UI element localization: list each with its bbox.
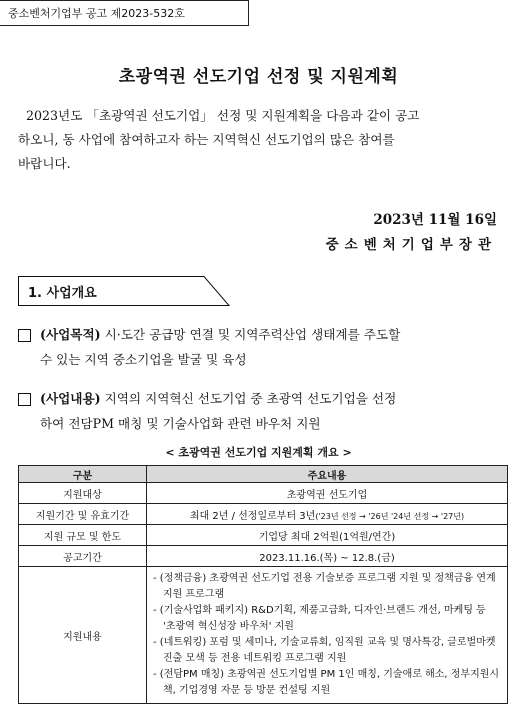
row-value: 기업당 최대 2억원(1억원/연간) [147,525,508,546]
item-text: 시·도간 공급망 연결 및 지역주력산업 생태계를 주도할 [100,327,401,342]
item-key: (사업내용) [40,391,101,406]
section-heading-label: 1. 사업개요 [28,286,97,301]
item-text-continued: 하여 전담PM 매칭 및 기술사업화 관련 바우처 지원 [40,416,321,431]
row-label: 공고기간 [19,546,147,567]
row-value: 2023.11.16.(목) ~ 12.8.(금) [147,546,508,567]
announcement-date: 2023년 11월 16일 [373,212,497,228]
row-label: 지원기간 및 유효기간 [19,504,147,525]
row-label: 지원대상 [19,483,147,504]
support-bullet: - (기술사업화 패키지) R&D기획, 제품고급화, 디자인·브랜드 개선, 마케팅 등 '초광역 혁신성장 바우처' 지원 [153,605,486,632]
support-bullet: - (전담PM 매칭) 초광역권 선도기업별 PM 1인 매칭, 기술애로 해소, 정부지원시책, 기업경영 자문 등 방문 컨설팅 지원 [153,669,500,696]
list-item [18,386,501,436]
table-row [19,483,508,504]
section-heading [18,276,230,306]
row-label: 지원 규모 및 한도 [19,525,147,546]
row-value-main: 최대 2년 / 선정일로부터 3년 [189,510,316,522]
list-item [18,322,501,372]
support-bullet: - (정책금융) 초광역권 선도기업 전용 기술보증 프로그램 지원 및 정책금융 연계지원 프로그램 [153,573,496,600]
table-caption: < 초광역권 선도기업 지원계획 개요 > [165,446,352,459]
overview-table [18,465,508,704]
intro-line: 하오니, 동 사업에 참여하고자 하는 지역혁신 선도기업의 많은 참여를 [18,132,395,147]
checkbox-square-icon [18,393,31,406]
intro-paragraph [18,104,501,176]
support-content-list [147,567,508,704]
table-row [19,504,508,525]
intro-line: 2023년도 「초광역권 선도기업」 선정 및 지원계획을 다음과 같이 공고 [26,108,420,123]
row-value-note: ('23년 선정 → '26년 '24년 선정 → '27년) [315,511,465,521]
notice-number: 중소벤처기업부 공고 제2023-532호 [0,0,249,26]
support-bullet: - (네트워킹) 포럼 및 세미나, 기술교류회, 임직원 교육 및 명사특강, 글로벌마켓 진출 모색 등 전용 네트워킹 프로그램 지원 [153,637,496,664]
item-text-continued: 수 있는 지역 중소기업을 발굴 및 육성 [40,352,247,367]
table-header-row [19,466,508,483]
row-value [147,504,508,525]
table-row [19,525,508,546]
issuing-organization: 중소벤처기업부장관 [325,237,497,253]
column-header: 주요내용 [147,466,508,483]
table-row [19,546,508,567]
document-title: 초광역권 선도기업 선정 및 지원계획 [118,67,399,87]
row-label: 지원내용 [19,567,147,704]
row-value: 초광역권 선도기업 [147,483,508,504]
table-row [19,567,508,704]
checkbox-square-icon [18,329,31,342]
item-key: (사업목적) [40,327,101,342]
item-text: 지역의 지역혁신 선도기업 중 초광역 선도기업을 선정 [100,391,397,406]
intro-line: 바랍니다. [18,156,71,171]
column-header: 구분 [19,466,147,483]
